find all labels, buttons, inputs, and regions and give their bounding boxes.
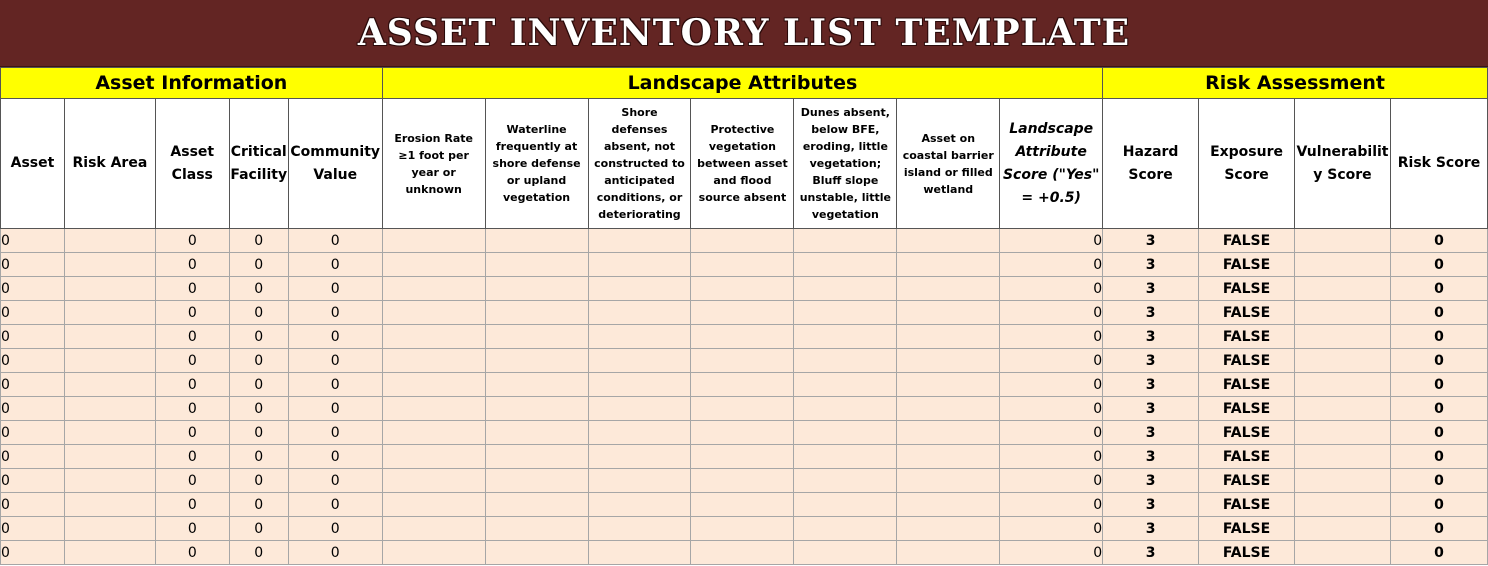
cell-dunes-absent[interactable] — [794, 373, 897, 397]
cell-dunes-absent[interactable] — [794, 421, 897, 445]
cell-exposure-score[interactable]: FALSE — [1199, 229, 1295, 253]
cell-protective-vegetation[interactable] — [691, 421, 794, 445]
cell-asset-class[interactable]: 0 — [155, 445, 229, 469]
cell-landscape-score[interactable]: 0 — [1000, 373, 1103, 397]
cell-risk-area[interactable] — [64, 325, 155, 349]
cell-erosion-rate[interactable] — [382, 517, 485, 541]
cell-vulnerability-score[interactable] — [1295, 517, 1391, 541]
column-header-coastal-barrier: Asset on coastal barrier island or filled wetland — [897, 99, 1000, 229]
cell-coastal-barrier[interactable] — [897, 469, 1000, 493]
table-row — [1, 277, 1488, 301]
column-header-landscape-score: Landscape Attribute Score ("Yes" = +0.5) — [1000, 99, 1103, 229]
cell-shore-defenses[interactable] — [588, 445, 691, 469]
cell-dunes-absent[interactable] — [794, 325, 897, 349]
cell-hazard-score[interactable]: 3 — [1103, 325, 1199, 349]
cell-risk-score[interactable]: 0 — [1390, 445, 1487, 469]
cell-hazard-score[interactable]: 3 — [1103, 397, 1199, 421]
cell-hazard-score[interactable]: 3 — [1103, 493, 1199, 517]
cell-asset[interactable]: 0 — [1, 253, 65, 277]
cell-exposure-score[interactable]: FALSE — [1199, 541, 1295, 565]
column-header-risk-score: Risk Score — [1390, 99, 1487, 229]
cell-dunes-absent[interactable] — [794, 445, 897, 469]
cell-risk-score[interactable]: 0 — [1390, 325, 1487, 349]
cell-shore-defenses[interactable] — [588, 277, 691, 301]
cell-coastal-barrier[interactable] — [897, 253, 1000, 277]
cell-shore-defenses[interactable] — [588, 301, 691, 325]
table-row — [1, 469, 1488, 493]
cell-asset[interactable]: 0 — [1, 493, 65, 517]
cell-vulnerability-score[interactable] — [1295, 301, 1391, 325]
cell-hazard-score[interactable]: 3 — [1103, 253, 1199, 277]
cell-critical-facility[interactable]: 0 — [229, 445, 288, 469]
cell-coastal-barrier[interactable] — [897, 517, 1000, 541]
cell-waterline[interactable] — [485, 421, 588, 445]
cell-erosion-rate[interactable] — [382, 469, 485, 493]
cell-asset-class[interactable]: 0 — [155, 517, 229, 541]
column-header-asset-class: Asset Class — [155, 99, 229, 229]
cell-vulnerability-score[interactable] — [1295, 445, 1391, 469]
cell-waterline[interactable] — [485, 253, 588, 277]
cell-critical-facility[interactable]: 0 — [229, 517, 288, 541]
cell-protective-vegetation[interactable] — [691, 349, 794, 373]
cell-erosion-rate[interactable] — [382, 301, 485, 325]
cell-shore-defenses[interactable] — [588, 373, 691, 397]
cell-erosion-rate[interactable] — [382, 277, 485, 301]
cell-asset-class[interactable]: 0 — [155, 541, 229, 565]
cell-risk-score[interactable]: 0 — [1390, 397, 1487, 421]
cell-exposure-score[interactable]: FALSE — [1199, 445, 1295, 469]
cell-risk-area[interactable] — [64, 373, 155, 397]
cell-hazard-score[interactable]: 3 — [1103, 517, 1199, 541]
cell-coastal-barrier[interactable] — [897, 421, 1000, 445]
cell-risk-area[interactable] — [64, 421, 155, 445]
cell-erosion-rate[interactable] — [382, 493, 485, 517]
cell-critical-facility[interactable]: 0 — [229, 253, 288, 277]
cell-asset[interactable]: 0 — [1, 325, 65, 349]
cell-risk-score[interactable]: 0 — [1390, 373, 1487, 397]
cell-asset[interactable]: 0 — [1, 229, 65, 253]
cell-asset-class[interactable]: 0 — [155, 373, 229, 397]
asset-inventory-table — [0, 67, 1488, 565]
cell-exposure-score[interactable]: FALSE — [1199, 325, 1295, 349]
column-header-risk-area: Risk Area — [64, 99, 155, 229]
cell-erosion-rate[interactable] — [382, 373, 485, 397]
cell-community-value[interactable]: 0 — [288, 517, 382, 541]
cell-landscape-score[interactable]: 0 — [1000, 325, 1103, 349]
section-landscape-attributes: Landscape Attributes — [382, 68, 1102, 99]
column-header-exposure-score: Exposure Score — [1199, 99, 1295, 229]
cell-dunes-absent[interactable] — [794, 349, 897, 373]
cell-erosion-rate[interactable] — [382, 397, 485, 421]
cell-vulnerability-score[interactable] — [1295, 541, 1391, 565]
cell-erosion-rate[interactable] — [382, 229, 485, 253]
cell-dunes-absent[interactable] — [794, 301, 897, 325]
cell-vulnerability-score[interactable] — [1295, 421, 1391, 445]
cell-landscape-score[interactable]: 0 — [1000, 301, 1103, 325]
cell-asset[interactable]: 0 — [1, 397, 65, 421]
cell-erosion-rate[interactable] — [382, 325, 485, 349]
cell-shore-defenses[interactable] — [588, 541, 691, 565]
cell-erosion-rate[interactable] — [382, 253, 485, 277]
column-header-vulnerability-score: Vulnerabilit y Score — [1295, 99, 1391, 229]
cell-exposure-score[interactable]: FALSE — [1199, 301, 1295, 325]
cell-risk-score[interactable]: 0 — [1390, 301, 1487, 325]
cell-asset-class[interactable]: 0 — [155, 229, 229, 253]
cell-erosion-rate[interactable] — [382, 349, 485, 373]
cell-protective-vegetation[interactable] — [691, 373, 794, 397]
cell-exposure-score[interactable]: FALSE — [1199, 277, 1295, 301]
cell-hazard-score[interactable]: 3 — [1103, 541, 1199, 565]
cell-risk-score[interactable]: 0 — [1390, 349, 1487, 373]
cell-risk-area[interactable] — [64, 517, 155, 541]
cell-community-value[interactable]: 0 — [288, 349, 382, 373]
table-row — [1, 349, 1488, 373]
cell-landscape-score[interactable]: 0 — [1000, 397, 1103, 421]
column-header-asset: Asset — [1, 99, 65, 229]
table-row — [1, 541, 1488, 565]
cell-waterline[interactable] — [485, 541, 588, 565]
cell-critical-facility[interactable]: 0 — [229, 373, 288, 397]
cell-risk-area[interactable] — [64, 469, 155, 493]
cell-vulnerability-score[interactable] — [1295, 349, 1391, 373]
cell-coastal-barrier[interactable] — [897, 277, 1000, 301]
cell-protective-vegetation[interactable] — [691, 397, 794, 421]
cell-exposure-score[interactable]: FALSE — [1199, 517, 1295, 541]
cell-waterline[interactable] — [485, 493, 588, 517]
cell-critical-facility[interactable]: 0 — [229, 301, 288, 325]
table-row — [1, 229, 1488, 253]
cell-dunes-absent[interactable] — [794, 517, 897, 541]
cell-landscape-score[interactable]: 0 — [1000, 445, 1103, 469]
cell-asset[interactable]: 0 — [1, 373, 65, 397]
cell-waterline[interactable] — [485, 469, 588, 493]
cell-vulnerability-score[interactable] — [1295, 277, 1391, 301]
cell-critical-facility[interactable]: 0 — [229, 277, 288, 301]
cell-protective-vegetation[interactable] — [691, 541, 794, 565]
cell-shore-defenses[interactable] — [588, 421, 691, 445]
cell-landscape-score[interactable]: 0 — [1000, 517, 1103, 541]
column-header-protective-vegetation: Protective vegetation between asset and flood source absent — [691, 99, 794, 229]
column-header-hazard-score: Hazard Score — [1103, 99, 1199, 229]
cell-landscape-score[interactable]: 0 — [1000, 229, 1103, 253]
cell-critical-facility[interactable]: 0 — [229, 397, 288, 421]
cell-asset[interactable]: 0 — [1, 301, 65, 325]
table-row — [1, 517, 1488, 541]
cell-waterline[interactable] — [485, 277, 588, 301]
cell-asset-class[interactable]: 0 — [155, 301, 229, 325]
cell-community-value[interactable]: 0 — [288, 301, 382, 325]
cell-hazard-score[interactable]: 3 — [1103, 469, 1199, 493]
cell-vulnerability-score[interactable] — [1295, 229, 1391, 253]
cell-risk-area[interactable] — [64, 301, 155, 325]
cell-dunes-absent[interactable] — [794, 469, 897, 493]
cell-risk-area[interactable] — [64, 253, 155, 277]
cell-risk-area[interactable] — [64, 493, 155, 517]
cell-community-value[interactable]: 0 — [288, 253, 382, 277]
table-row — [1, 253, 1488, 277]
cell-asset[interactable]: 0 — [1, 541, 65, 565]
cell-critical-facility[interactable]: 0 — [229, 469, 288, 493]
cell-critical-facility[interactable]: 0 — [229, 493, 288, 517]
cell-coastal-barrier[interactable] — [897, 349, 1000, 373]
cell-dunes-absent[interactable] — [794, 277, 897, 301]
cell-risk-score[interactable]: 0 — [1390, 421, 1487, 445]
cell-community-value[interactable]: 0 — [288, 325, 382, 349]
cell-asset-class[interactable]: 0 — [155, 325, 229, 349]
cell-waterline[interactable] — [485, 373, 588, 397]
cell-dunes-absent[interactable] — [794, 397, 897, 421]
cell-vulnerability-score[interactable] — [1295, 253, 1391, 277]
cell-erosion-rate[interactable] — [382, 541, 485, 565]
table-body — [1, 229, 1488, 565]
cell-asset-class[interactable]: 0 — [155, 421, 229, 445]
column-header-dunes-absent: Dunes absent, below BFE, eroding, little vegetation; Bluff slope unstable, little vegetation — [794, 99, 897, 229]
cell-erosion-rate[interactable] — [382, 445, 485, 469]
cell-shore-defenses[interactable] — [588, 349, 691, 373]
cell-asset-class[interactable]: 0 — [155, 349, 229, 373]
cell-waterline[interactable] — [485, 517, 588, 541]
column-header-shore-defenses: Shore defenses absent, not constructed to anticipated conditions, or deteriorating — [588, 99, 691, 229]
cell-risk-score[interactable]: 0 — [1390, 277, 1487, 301]
cell-exposure-score[interactable]: FALSE — [1199, 253, 1295, 277]
cell-risk-area[interactable] — [64, 229, 155, 253]
table-row — [1, 493, 1488, 517]
cell-dunes-absent[interactable] — [794, 493, 897, 517]
column-header-critical-facility: Critical Facility — [229, 99, 288, 229]
cell-critical-facility[interactable]: 0 — [229, 541, 288, 565]
table-row — [1, 421, 1488, 445]
cell-waterline[interactable] — [485, 229, 588, 253]
cell-critical-facility[interactable]: 0 — [229, 229, 288, 253]
cell-coastal-barrier[interactable] — [897, 493, 1000, 517]
cell-coastal-barrier[interactable] — [897, 229, 1000, 253]
cell-hazard-score[interactable]: 3 — [1103, 445, 1199, 469]
cell-asset-class[interactable]: 0 — [155, 469, 229, 493]
cell-vulnerability-score[interactable] — [1295, 469, 1391, 493]
cell-asset-class[interactable]: 0 — [155, 277, 229, 301]
cell-protective-vegetation[interactable] — [691, 301, 794, 325]
cell-asset[interactable]: 0 — [1, 277, 65, 301]
cell-protective-vegetation[interactable] — [691, 325, 794, 349]
cell-community-value[interactable]: 0 — [288, 421, 382, 445]
cell-hazard-score[interactable]: 3 — [1103, 229, 1199, 253]
cell-protective-vegetation[interactable] — [691, 253, 794, 277]
cell-exposure-score[interactable]: FALSE — [1199, 349, 1295, 373]
cell-asset-class[interactable]: 0 — [155, 397, 229, 421]
cell-community-value[interactable]: 0 — [288, 469, 382, 493]
cell-risk-area[interactable] — [64, 445, 155, 469]
cell-waterline[interactable] — [485, 301, 588, 325]
cell-risk-area[interactable] — [64, 349, 155, 373]
cell-waterline[interactable] — [485, 325, 588, 349]
cell-community-value[interactable]: 0 — [288, 229, 382, 253]
section-asset-information: Asset Information — [1, 68, 383, 99]
cell-asset[interactable]: 0 — [1, 517, 65, 541]
cell-protective-vegetation[interactable] — [691, 517, 794, 541]
cell-critical-facility[interactable]: 0 — [229, 349, 288, 373]
cell-asset-class[interactable]: 0 — [155, 493, 229, 517]
cell-exposure-score[interactable]: FALSE — [1199, 373, 1295, 397]
cell-landscape-score[interactable]: 0 — [1000, 349, 1103, 373]
cell-community-value[interactable]: 0 — [288, 277, 382, 301]
cell-shore-defenses[interactable] — [588, 229, 691, 253]
cell-exposure-score[interactable]: FALSE — [1199, 469, 1295, 493]
cell-exposure-score[interactable]: FALSE — [1199, 421, 1295, 445]
cell-community-value[interactable]: 0 — [288, 397, 382, 421]
cell-vulnerability-score[interactable] — [1295, 325, 1391, 349]
cell-coastal-barrier[interactable] — [897, 541, 1000, 565]
cell-asset[interactable]: 0 — [1, 421, 65, 445]
cell-landscape-score[interactable]: 0 — [1000, 421, 1103, 445]
table-row — [1, 445, 1488, 469]
cell-coastal-barrier[interactable] — [897, 325, 1000, 349]
cell-coastal-barrier[interactable] — [897, 373, 1000, 397]
page-title: ASSET INVENTORY LIST TEMPLATE — [357, 12, 1131, 54]
cell-risk-score[interactable]: 0 — [1390, 229, 1487, 253]
table-row — [1, 325, 1488, 349]
cell-asset[interactable]: 0 — [1, 349, 65, 373]
cell-hazard-score[interactable]: 3 — [1103, 301, 1199, 325]
cell-risk-area[interactable] — [64, 541, 155, 565]
cell-coastal-barrier[interactable] — [897, 445, 1000, 469]
cell-shore-defenses[interactable] — [588, 493, 691, 517]
cell-landscape-score[interactable]: 0 — [1000, 277, 1103, 301]
cell-protective-vegetation[interactable] — [691, 277, 794, 301]
cell-hazard-score[interactable]: 3 — [1103, 349, 1199, 373]
section-risk-assessment: Risk Assessment — [1103, 68, 1488, 99]
cell-risk-score[interactable]: 0 — [1390, 493, 1487, 517]
table-row — [1, 397, 1488, 421]
cell-protective-vegetation[interactable] — [691, 445, 794, 469]
cell-shore-defenses[interactable] — [588, 517, 691, 541]
cell-critical-facility[interactable]: 0 — [229, 325, 288, 349]
cell-dunes-absent[interactable] — [794, 541, 897, 565]
cell-waterline[interactable] — [485, 397, 588, 421]
cell-shore-defenses[interactable] — [588, 469, 691, 493]
cell-community-value[interactable]: 0 — [288, 493, 382, 517]
column-header-waterline: Waterline frequently at shore defense or upland vegetation — [485, 99, 588, 229]
cell-hazard-score[interactable]: 3 — [1103, 373, 1199, 397]
cell-landscape-score[interactable]: 0 — [1000, 493, 1103, 517]
cell-vulnerability-score[interactable] — [1295, 397, 1391, 421]
cell-asset[interactable]: 0 — [1, 469, 65, 493]
cell-risk-score[interactable]: 0 — [1390, 517, 1487, 541]
cell-landscape-score[interactable]: 0 — [1000, 469, 1103, 493]
cell-asset-class[interactable]: 0 — [155, 253, 229, 277]
cell-community-value[interactable]: 0 — [288, 445, 382, 469]
cell-shore-defenses[interactable] — [588, 397, 691, 421]
cell-waterline[interactable] — [485, 349, 588, 373]
cell-vulnerability-score[interactable] — [1295, 373, 1391, 397]
cell-dunes-absent[interactable] — [794, 229, 897, 253]
cell-shore-defenses[interactable] — [588, 253, 691, 277]
cell-risk-score[interactable]: 0 — [1390, 469, 1487, 493]
cell-coastal-barrier[interactable] — [897, 301, 1000, 325]
cell-protective-vegetation[interactable] — [691, 493, 794, 517]
cell-protective-vegetation[interactable] — [691, 469, 794, 493]
cell-hazard-score[interactable]: 3 — [1103, 277, 1199, 301]
table-row — [1, 301, 1488, 325]
cell-vulnerability-score[interactable] — [1295, 493, 1391, 517]
cell-hazard-score[interactable]: 3 — [1103, 421, 1199, 445]
cell-risk-area[interactable] — [64, 397, 155, 421]
cell-shore-defenses[interactable] — [588, 325, 691, 349]
cell-asset[interactable]: 0 — [1, 445, 65, 469]
cell-waterline[interactable] — [485, 445, 588, 469]
cell-exposure-score[interactable]: FALSE — [1199, 493, 1295, 517]
cell-protective-vegetation[interactable] — [691, 229, 794, 253]
cell-community-value[interactable]: 0 — [288, 373, 382, 397]
cell-critical-facility[interactable]: 0 — [229, 421, 288, 445]
title-bar — [0, 0, 1488, 67]
table-row — [1, 373, 1488, 397]
cell-risk-score[interactable]: 0 — [1390, 541, 1487, 565]
cell-dunes-absent[interactable] — [794, 253, 897, 277]
cell-community-value[interactable]: 0 — [288, 541, 382, 565]
cell-risk-score[interactable]: 0 — [1390, 253, 1487, 277]
cell-landscape-score[interactable]: 0 — [1000, 253, 1103, 277]
cell-landscape-score[interactable]: 0 — [1000, 541, 1103, 565]
cell-coastal-barrier[interactable] — [897, 397, 1000, 421]
column-header-erosion-rate: Erosion Rate ≥1 foot per year or unknown — [382, 99, 485, 229]
cell-exposure-score[interactable]: FALSE — [1199, 397, 1295, 421]
cell-risk-area[interactable] — [64, 277, 155, 301]
cell-erosion-rate[interactable] — [382, 421, 485, 445]
column-header-community-value: Community Value — [288, 99, 382, 229]
